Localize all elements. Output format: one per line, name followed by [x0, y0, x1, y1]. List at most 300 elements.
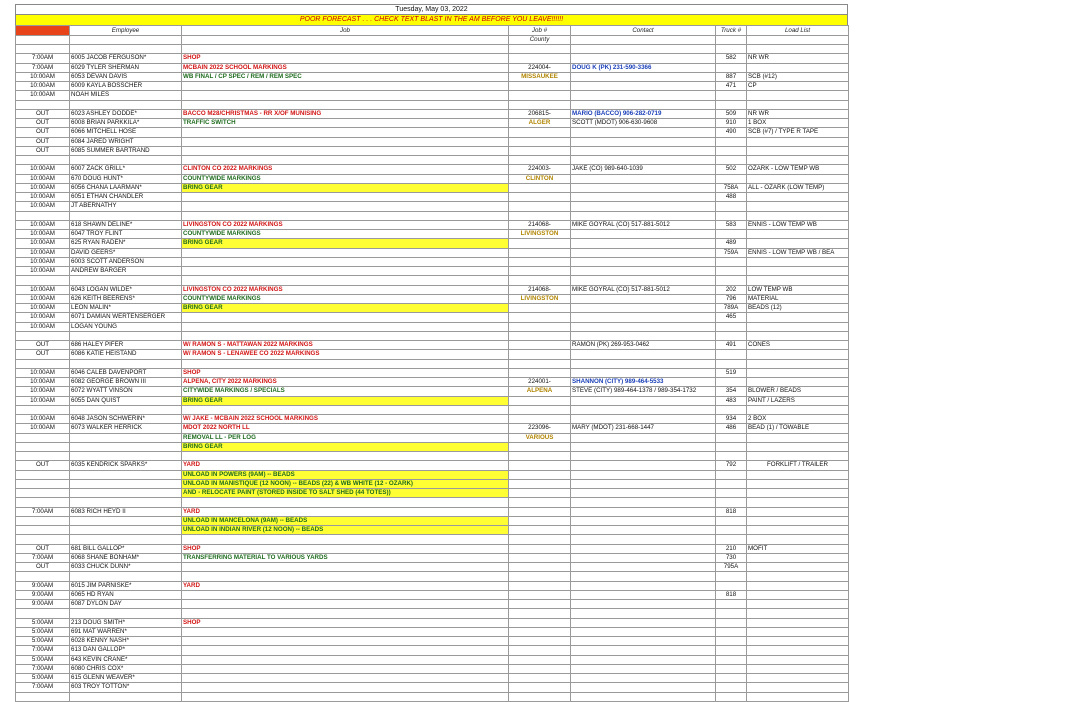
employee-cell: ANDREW BARGER — [70, 267, 182, 276]
job-cell: COUNTYWIDE MARKINGS — [182, 294, 509, 303]
employee-cell: 686 HALEY PIFER — [70, 341, 182, 350]
job-cell — [182, 590, 509, 599]
time-cell: 10:00AM — [16, 368, 70, 377]
load-list-cell — [747, 100, 849, 109]
time-cell — [16, 359, 70, 368]
job-number-cell: MISSAUKEE — [509, 72, 571, 81]
job-cell: ALPENA, CITY 2022 MARKINGS — [182, 378, 509, 387]
employee-cell — [70, 526, 182, 535]
time-cell — [16, 692, 70, 701]
table-row — [16, 341, 849, 350]
contact-cell — [571, 294, 716, 303]
employee-cell — [70, 479, 182, 488]
load-list-cell: ENNIS - LOW TEMP WB — [747, 220, 849, 229]
load-list-cell — [747, 433, 849, 442]
employee-cell: 6028 KENNY NASH* — [70, 637, 182, 646]
employee-cell: 6072 WYATT VINSON — [70, 387, 182, 396]
job-cell — [182, 128, 509, 137]
job-number-cell — [509, 54, 571, 63]
contact-cell — [571, 72, 716, 81]
employee-cell: 6008 BRIAN PARKKILA* — [70, 119, 182, 128]
header-row — [16, 26, 849, 36]
employee-cell: 613 DAN GALLOP* — [70, 646, 182, 655]
employee-cell: 615 GLENN WEAVER* — [70, 674, 182, 683]
truck-cell — [716, 202, 747, 211]
employee-cell: 670 DOUG HUNT* — [70, 174, 182, 183]
table-row — [16, 544, 849, 553]
job-cell — [182, 664, 509, 673]
contact-cell — [571, 100, 716, 109]
load-list-cell — [747, 655, 849, 664]
table-row — [16, 655, 849, 664]
load-list-cell — [747, 452, 849, 461]
load-list-cell: NR WR — [747, 109, 849, 118]
truck-cell: 509 — [716, 109, 747, 118]
job-cell: YARD — [182, 461, 509, 470]
job-cell: YARD — [182, 581, 509, 590]
truck-cell — [716, 276, 747, 285]
table-row — [16, 146, 849, 155]
employee-cell — [70, 452, 182, 461]
load-list-cell — [747, 692, 849, 701]
time-cell — [16, 276, 70, 285]
truck-cell — [716, 581, 747, 590]
time-cell: OUT — [16, 146, 70, 155]
contact-cell — [571, 479, 716, 488]
table-row — [16, 63, 849, 72]
time-cell — [16, 526, 70, 535]
load-list-cell — [747, 627, 849, 636]
contact-cell — [571, 156, 716, 165]
table-row — [16, 156, 849, 165]
load-list-cell — [747, 91, 849, 100]
truck-cell — [716, 664, 747, 673]
contact-cell — [571, 553, 716, 562]
table-row — [16, 91, 849, 100]
job-cell: TRANSFERRING MATERIAL TO VARIOUS YARDS — [182, 553, 509, 562]
job-cell: SHOP — [182, 544, 509, 553]
job-number-cell — [509, 368, 571, 377]
load-list-cell — [747, 257, 849, 266]
employee-cell: 6086 KATIE HEISTAND — [70, 350, 182, 359]
load-list-cell — [747, 313, 849, 322]
contact-cell — [571, 498, 716, 507]
time-cell: 7:00AM — [16, 664, 70, 673]
employee-cell — [70, 276, 182, 285]
time-cell — [16, 211, 70, 220]
table-row — [16, 415, 849, 424]
contact-cell — [571, 174, 716, 183]
time-cell — [16, 470, 70, 479]
contact-cell: JAKE (CO) 989-640-1039 — [571, 165, 716, 174]
time-cell: 10:00AM — [16, 396, 70, 405]
time-cell: 9:00AM — [16, 590, 70, 599]
job-number-cell: LIVINGSTON — [509, 294, 571, 303]
table-row — [16, 128, 849, 137]
contact-cell — [571, 267, 716, 276]
employee-cell: 6055 DAN QUIST — [70, 396, 182, 405]
truck-cell — [716, 600, 747, 609]
contact-cell — [571, 322, 716, 331]
load-list-cell — [747, 470, 849, 479]
header-contact: Contact — [571, 26, 716, 36]
time-cell: OUT — [16, 563, 70, 572]
truck-cell — [716, 257, 747, 266]
time-cell — [16, 405, 70, 414]
table-row — [16, 100, 849, 109]
header-blank — [182, 36, 509, 45]
contact-cell: STEVE (CITY) 989-464-1378 / 989-354-1732 — [571, 387, 716, 396]
load-list-cell — [747, 267, 849, 276]
time-cell: 10:00AM — [16, 82, 70, 91]
contact-cell: MIKE GOYRAL (CO) 517-881-5012 — [571, 285, 716, 294]
job-cell — [182, 322, 509, 331]
job-number-cell — [509, 202, 571, 211]
job-cell: SHOP — [182, 618, 509, 627]
job-cell: SHOP — [182, 368, 509, 377]
load-list-cell: 2 BOX — [747, 415, 849, 424]
table-row — [16, 627, 849, 636]
job-number-cell — [509, 146, 571, 155]
table-row — [16, 304, 849, 313]
job-number-cell — [509, 535, 571, 544]
contact-cell — [571, 45, 716, 54]
truck-cell: 789A — [716, 304, 747, 313]
truck-cell: 354 — [716, 387, 747, 396]
header-blank — [716, 36, 747, 45]
job-cell: BRING GEAR — [182, 183, 509, 192]
contact-cell — [571, 609, 716, 618]
job-number-cell: 224001- — [509, 378, 571, 387]
truck-cell: 887 — [716, 72, 747, 81]
job-cell — [182, 267, 509, 276]
employee-cell: 6046 CALEB DAVENPORT — [70, 368, 182, 377]
job-number-cell — [509, 137, 571, 146]
job-cell: WB FINAL / CP SPEC / REM / REM SPEC — [182, 72, 509, 81]
job-cell — [182, 655, 509, 664]
job-number-cell — [509, 322, 571, 331]
time-cell: 7:00AM — [16, 507, 70, 516]
truck-cell: 483 — [716, 396, 747, 405]
table-row — [16, 368, 849, 377]
truck-cell — [716, 572, 747, 581]
contact-cell — [571, 211, 716, 220]
truck-cell — [716, 637, 747, 646]
job-cell — [182, 313, 509, 322]
contact-cell — [571, 507, 716, 516]
truck-cell — [716, 211, 747, 220]
truck-cell — [716, 692, 747, 701]
job-number-cell: LIVINGSTON — [509, 230, 571, 239]
contact-cell — [571, 563, 716, 572]
job-number-cell — [509, 600, 571, 609]
contact-cell — [571, 415, 716, 424]
employee-cell: 6082 GEORGE BROWN III — [70, 378, 182, 387]
job-number-cell — [509, 516, 571, 525]
employee-cell: 691 MAT WARREN* — [70, 627, 182, 636]
load-list-cell — [747, 45, 849, 54]
employee-cell: 6065 HD RYAN — [70, 590, 182, 599]
table-row — [16, 600, 849, 609]
time-cell — [16, 433, 70, 442]
employee-cell: JT ABERNATHY — [70, 202, 182, 211]
contact-cell — [571, 128, 716, 137]
contact-cell — [571, 452, 716, 461]
contact-cell — [571, 359, 716, 368]
job-number-cell — [509, 618, 571, 627]
time-cell: 10:00AM — [16, 239, 70, 248]
job-cell: SHOP — [182, 54, 509, 63]
job-number-cell — [509, 479, 571, 488]
employee-cell — [70, 692, 182, 701]
employee-cell — [70, 405, 182, 414]
table-row — [16, 257, 849, 266]
load-list-cell: FORKLIFT / TRAILER — [747, 461, 849, 470]
job-number-cell: ALGER — [509, 119, 571, 128]
truck-cell — [716, 331, 747, 340]
employee-cell: 6033 CHUCK DUNN* — [70, 563, 182, 572]
job-number-cell — [509, 664, 571, 673]
table-row — [16, 294, 849, 303]
truck-cell — [716, 156, 747, 165]
table-row — [16, 646, 849, 655]
load-list-cell — [747, 572, 849, 581]
table-row — [16, 119, 849, 128]
table-row — [16, 507, 849, 516]
contact-cell — [571, 442, 716, 451]
load-list-cell — [747, 137, 849, 146]
truck-cell: 489 — [716, 239, 747, 248]
load-list-cell: BLOWER / BEADS — [747, 387, 849, 396]
table-row — [16, 683, 849, 692]
job-cell — [182, 211, 509, 220]
time-cell: 5:00AM — [16, 655, 70, 664]
employee-cell: 6047 TROY FLINT — [70, 230, 182, 239]
load-list-cell — [747, 664, 849, 673]
contact-cell — [571, 664, 716, 673]
load-list-cell: BEADS (12) — [747, 304, 849, 313]
header-job-number: Job # — [509, 26, 571, 36]
job-number-cell — [509, 211, 571, 220]
load-list-cell — [747, 239, 849, 248]
time-cell: 10:00AM — [16, 230, 70, 239]
truck-cell — [716, 137, 747, 146]
contact-cell — [571, 516, 716, 525]
job-number-cell — [509, 544, 571, 553]
load-list-cell: BEAD (1) / TOWABLE — [747, 424, 849, 433]
time-cell: 10:00AM — [16, 267, 70, 276]
load-list-cell — [747, 193, 849, 202]
table-row — [16, 535, 849, 544]
table-row — [16, 618, 849, 627]
truck-cell — [716, 526, 747, 535]
employee-cell: LOGAN YOUNG — [70, 322, 182, 331]
load-list-cell — [747, 581, 849, 590]
job-number-cell: CLINTON — [509, 174, 571, 183]
time-cell: 9:00AM — [16, 581, 70, 590]
job-number-cell — [509, 156, 571, 165]
truck-cell: 465 — [716, 313, 747, 322]
time-cell: 5:00AM — [16, 618, 70, 627]
time-cell — [16, 489, 70, 498]
job-number-cell: 214068- — [509, 285, 571, 294]
table-row — [16, 322, 849, 331]
job-cell — [182, 45, 509, 54]
job-cell: CLINTON CO 2022 MARKINGS — [182, 165, 509, 174]
truck-cell: 471 — [716, 82, 747, 91]
job-cell — [182, 535, 509, 544]
contact-cell — [571, 230, 716, 239]
time-cell: OUT — [16, 341, 70, 350]
time-cell — [16, 45, 70, 54]
job-number-cell — [509, 193, 571, 202]
job-number-cell: 224004- — [509, 63, 571, 72]
time-cell — [16, 331, 70, 340]
load-list-cell — [747, 646, 849, 655]
header-time: Time — [16, 26, 70, 36]
contact-cell: MIKE GOYRAL (CO) 517-881-5012 — [571, 220, 716, 229]
truck-cell: 491 — [716, 341, 747, 350]
table-row — [16, 461, 849, 470]
table-row — [16, 211, 849, 220]
load-list-cell — [747, 489, 849, 498]
job-number-cell: ALPENA — [509, 387, 571, 396]
employee-cell: 6023 ASHLEY DODDE* — [70, 109, 182, 118]
employee-cell: 6085 SUMMER BARTRAND — [70, 146, 182, 155]
truck-cell: 488 — [716, 193, 747, 202]
load-list-cell — [747, 526, 849, 535]
load-list-cell: LOW TEMP WB — [747, 285, 849, 294]
time-cell — [16, 609, 70, 618]
time-cell: 10:00AM — [16, 202, 70, 211]
job-number-cell — [509, 415, 571, 424]
load-list-cell: ALL - OZARK (LOW TEMP) — [747, 183, 849, 192]
job-cell: LIVINGSTON CO 2022 MARKINGS — [182, 285, 509, 294]
load-list-cell — [747, 276, 849, 285]
time-cell: 7:00AM — [16, 646, 70, 655]
load-list-cell — [747, 202, 849, 211]
header-blank — [70, 36, 182, 45]
job-cell — [182, 646, 509, 655]
job-cell — [182, 137, 509, 146]
header-truck: Truck # — [716, 26, 747, 36]
job-cell — [182, 637, 509, 646]
truck-cell — [716, 498, 747, 507]
time-cell: 7:00AM — [16, 54, 70, 63]
employee-cell — [70, 331, 182, 340]
contact-cell — [571, 461, 716, 470]
contact-cell — [571, 618, 716, 627]
load-list-cell — [747, 146, 849, 155]
time-cell — [16, 498, 70, 507]
employee-cell: 6051 ETHAN CHANDLER — [70, 193, 182, 202]
contact-cell — [571, 489, 716, 498]
time-cell: OUT — [16, 461, 70, 470]
job-number-cell — [509, 82, 571, 91]
header-job: Job — [182, 26, 509, 36]
load-list-cell — [747, 516, 849, 525]
job-cell — [182, 276, 509, 285]
job-cell — [182, 100, 509, 109]
table-row — [16, 433, 849, 442]
table-row — [16, 637, 849, 646]
job-cell: REMOVAL LL - PER LOG — [182, 433, 509, 442]
contact-cell — [571, 304, 716, 313]
schedule-table — [15, 25, 849, 702]
contact-cell — [571, 396, 716, 405]
time-cell: 7:00AM — [16, 683, 70, 692]
job-cell — [182, 600, 509, 609]
contact-cell — [571, 350, 716, 359]
time-cell: 10:00AM — [16, 322, 70, 331]
truck-cell — [716, 378, 747, 387]
truck-cell: 490 — [716, 128, 747, 137]
job-cell: BRING GEAR — [182, 304, 509, 313]
job-cell: BRING GEAR — [182, 239, 509, 248]
time-cell: 10:00AM — [16, 220, 70, 229]
contact-cell — [571, 137, 716, 146]
job-number-cell — [509, 276, 571, 285]
employee-cell — [70, 211, 182, 220]
table-row — [16, 193, 849, 202]
employee-cell — [70, 359, 182, 368]
job-cell — [182, 683, 509, 692]
employee-cell — [70, 433, 182, 442]
truck-cell: 792 — [716, 461, 747, 470]
employee-cell — [70, 516, 182, 525]
truck-cell — [716, 627, 747, 636]
employee-cell — [70, 498, 182, 507]
truck-cell — [716, 479, 747, 488]
load-list-cell — [747, 230, 849, 239]
job-cell: MDOT 2022 NORTH LL — [182, 424, 509, 433]
table-row — [16, 498, 849, 507]
job-number-cell — [509, 45, 571, 54]
header-blank — [747, 36, 849, 45]
contact-cell: RAMON (PK) 269-953-0462 — [571, 341, 716, 350]
job-number-cell — [509, 267, 571, 276]
truck-cell: 502 — [716, 165, 747, 174]
job-cell: UNLOAD IN INDIAN RIVER (12 NOON) -- BEADS — [182, 526, 509, 535]
time-cell: 7:00AM — [16, 63, 70, 72]
time-cell: OUT — [16, 128, 70, 137]
truck-cell — [716, 535, 747, 544]
table-row — [16, 359, 849, 368]
employee-cell: 625 RYAN RADEN* — [70, 239, 182, 248]
table-row — [16, 350, 849, 359]
contact-cell — [571, 433, 716, 442]
job-number-cell — [509, 461, 571, 470]
table-row — [16, 470, 849, 479]
contact-cell — [571, 405, 716, 414]
employee-cell: 6073 WALKER HERRICK — [70, 424, 182, 433]
table-row — [16, 230, 849, 239]
time-cell: 7:00AM — [16, 553, 70, 562]
employee-cell: 603 TROY TOTTON* — [70, 683, 182, 692]
time-cell — [16, 100, 70, 109]
load-list-cell — [747, 618, 849, 627]
job-cell — [182, 572, 509, 581]
employee-cell: 6053 DEVAN DAVIS — [70, 72, 182, 81]
job-number-cell — [509, 331, 571, 340]
job-cell — [182, 627, 509, 636]
header-county: County — [509, 36, 571, 45]
load-list-cell — [747, 609, 849, 618]
time-cell: 10:00AM — [16, 294, 70, 303]
table-row — [16, 267, 849, 276]
job-number-cell — [509, 100, 571, 109]
truck-cell — [716, 100, 747, 109]
